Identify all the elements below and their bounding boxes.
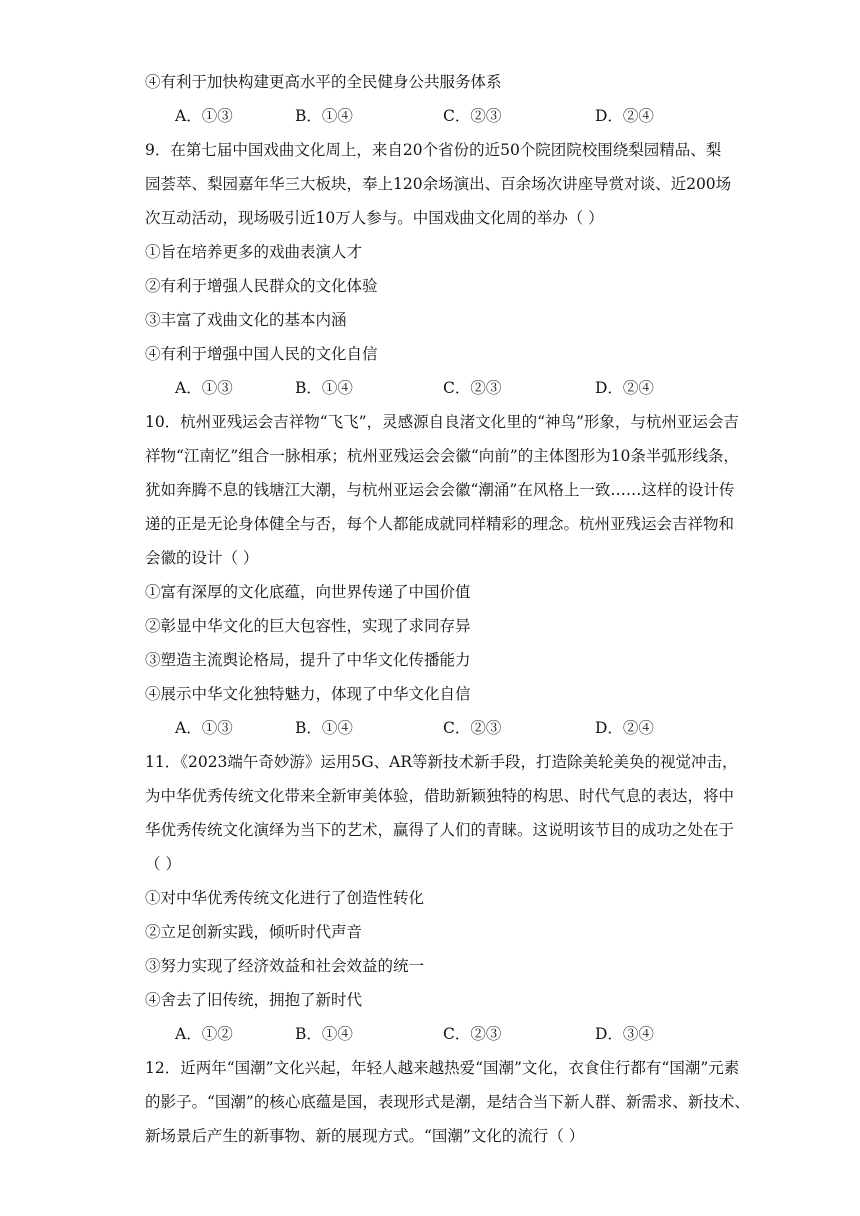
choice-b[interactable]: B．①④: [295, 379, 353, 397]
choice-a[interactable]: A．①③: [175, 107, 233, 125]
question-12-text: 新场景后产生的新事物、新的展现方式。“国潮”文化的流行（ ）: [145, 1127, 585, 1145]
choice-d[interactable]: D．②④: [595, 107, 654, 125]
option-statement: ②彰显中华文化的巨大包容性，实现了求同存异: [145, 617, 471, 635]
option-statement: ①旨在培养更多的戏曲表演人才: [145, 243, 363, 261]
option-statement: ①富有深厚的文化底蕴，向世界传递了中国价值: [145, 583, 471, 601]
option-statement: ②立足创新实践，倾听时代声音: [145, 923, 363, 941]
choice-c[interactable]: C．②③: [443, 107, 502, 125]
choice-d[interactable]: D．③④: [595, 1025, 654, 1043]
option-statement: ③塑造主流舆论格局，提升了中华文化传播能力: [145, 651, 471, 669]
choice-c[interactable]: C．②③: [443, 1025, 502, 1043]
question-12-text: 的影子。“国潮”的核心底蕴是国，表现形式是潮，是结合当下新人群、新需求、新技术、: [145, 1093, 750, 1111]
answer-choices: [175, 106, 735, 126]
question-10-text: 祥物“江南忆”组合一脉相承；杭州亚残运会会徽“向前”的主体图形为10条半弧形线条，: [145, 447, 739, 465]
option-statement: ①对中华优秀传统文化进行了创造性转化: [145, 889, 425, 907]
question-10-text: 递的正是无论身体健全与否，每个人都能成就同样精彩的理念。杭州亚残运会吉祥物和: [145, 515, 735, 533]
question-12-text: 12．近两年“国潮”文化兴起，年轻人越来越热爱“国潮”文化，衣食住行都有“国潮”元素: [145, 1059, 740, 1077]
answer-choices: [175, 718, 735, 738]
question-11-text: （ ）: [145, 855, 181, 873]
question-11-text: 为中华优秀传统文化带来全新审美体验，借助新颖独特的构思、时代气息的表达，将中: [145, 787, 735, 805]
question-11-text: 华优秀传统文化演绎为当下的艺术，赢得了人们的青睐。这说明该节目的成功之处在于: [145, 821, 735, 839]
choice-a[interactable]: A．①③: [175, 379, 233, 397]
question-11-text: 11．《2023端午奇妙游》运用5G、AR等新技术新手段，打造除美轮美奂的视觉冲击，: [145, 753, 738, 771]
question-9-text: 9．在第七届中国戏曲文化周上，来自20个省份的近50个院团院校围绕梨园精品、梨: [145, 141, 722, 159]
choice-a[interactable]: A．①②: [175, 1025, 233, 1043]
question-10-text: 10．杭州亚残运会吉祥物“飞飞”，灵感源自良渚文化里的“神鸟”形象，与杭州亚运会吉: [145, 413, 739, 431]
option-statement: ④舍去了旧传统，拥抱了新时代: [145, 991, 363, 1009]
choice-d[interactable]: D．②④: [595, 379, 654, 397]
question-10-text: 会徽的设计（ ）: [145, 549, 259, 567]
choice-b[interactable]: B．①④: [295, 1025, 353, 1043]
question-9-text: 次互动活动，现场吸引近10万人参与。中国戏曲文化周的举办（ ）: [145, 209, 604, 227]
choice-b[interactable]: B．①④: [295, 107, 353, 125]
answer-choices: [175, 378, 735, 398]
choice-c[interactable]: C．②③: [443, 719, 502, 737]
option-statement: ④有利于加快构建更高水平的全民健身公共服务体系: [145, 73, 502, 91]
option-statement: ④有利于增强中国人民的文化自信: [145, 345, 378, 363]
question-9-text: 园荟萃、梨园嘉年华三大板块，奉上120余场演出、百余场次讲座导赏对谈、近200场: [145, 175, 732, 193]
choice-a[interactable]: A．①③: [175, 719, 233, 737]
option-statement: ③丰富了戏曲文化的基本内涵: [145, 311, 347, 329]
option-statement: ②有利于增强人民群众的文化体验: [145, 277, 378, 295]
choice-d[interactable]: D．②④: [595, 719, 654, 737]
choice-b[interactable]: B．①④: [295, 719, 353, 737]
answer-choices: [175, 1024, 735, 1044]
option-statement: ③努力实现了经济效益和社会效益的统一: [145, 957, 425, 975]
choice-c[interactable]: C．②③: [443, 379, 502, 397]
option-statement: ④展示中华文化独特魅力，体现了中华文化自信: [145, 685, 471, 703]
question-10-text: 犹如奔腾不息的钱塘江大潮，与杭州亚运会会徽“潮涌”在风格上一致……这样的设计传: [145, 481, 735, 499]
